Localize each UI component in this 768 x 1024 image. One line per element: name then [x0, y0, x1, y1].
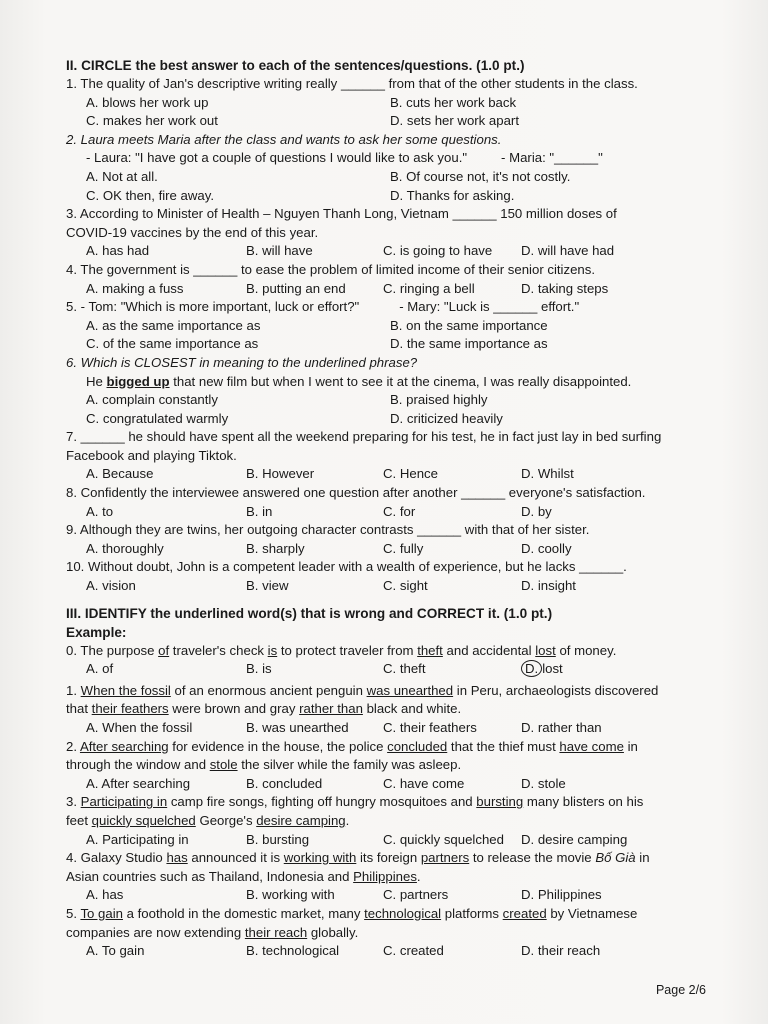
question-2-4-options — [66, 280, 716, 299]
underlined-word: rather than — [299, 701, 363, 717]
question-2-8: 8. Confidently the interviewee answered one question after another ______ everyone's satisfaction. — [66, 485, 646, 501]
option-b[interactable]: B. in — [246, 503, 273, 519]
text: in — [623, 738, 638, 754]
question-3-3-line2 — [66, 812, 716, 831]
option-b[interactable]: B. sharply — [246, 540, 305, 556]
section-2-title: II. CIRCLE the best answer to each of the sentences/questions. (1.0 pt.) — [66, 58, 525, 73]
question-3-1-line1 — [66, 682, 716, 701]
question-3-3-line1 — [66, 793, 716, 812]
underlined-word: bursting — [476, 794, 524, 810]
text: in — [635, 850, 650, 866]
question-3-5-options — [66, 942, 716, 961]
option-b[interactable]: B. will have — [246, 243, 313, 259]
question-2-5 — [66, 298, 716, 317]
question-2-3-line1: 3. According to Minister of Health – Nguyen Thanh Long, Vietnam ______ 150 million doses of — [66, 206, 617, 222]
option-b[interactable]: B. cuts her work back — [390, 94, 517, 110]
page-number: Page 2/6 — [655, 983, 706, 997]
option-c[interactable]: C. OK then, fire away. — [86, 187, 215, 203]
question-2-1-options — [66, 94, 716, 131]
option-a[interactable]: A. of — [86, 661, 114, 677]
text: 1. — [66, 682, 81, 698]
question-2-7-line2: Facebook and playing Tiktok. — [66, 447, 237, 463]
option-b[interactable]: B. However — [246, 466, 315, 482]
underlined-word: lost — [535, 642, 556, 658]
underlined-word: stole — [209, 757, 238, 773]
text: 4. Galaxy Studio — [66, 850, 167, 866]
text: that — [66, 701, 92, 717]
option-a[interactable]: A. After searching — [86, 775, 191, 791]
text: 2. — [66, 738, 80, 754]
option-d[interactable]: D. their reach — [521, 943, 601, 959]
option-c[interactable]: C. have come — [383, 775, 465, 791]
question-2-9: 9. Although they are twins, her outgoing character contrasts ______ with that of her sister. — [66, 522, 590, 538]
question-2-3-line2: COVID-19 vaccines by the end of this year. — [66, 224, 319, 240]
question-2-6-options — [66, 391, 716, 428]
option-b[interactable]: B. Of course not, it's not costly. — [390, 168, 571, 184]
question-3-2-line2 — [66, 756, 716, 775]
underlined-word: is — [267, 642, 278, 658]
dialogue-maria: - Maria: "______" — [501, 150, 603, 166]
text: 3. — [66, 794, 81, 810]
question-3-4-line1 — [66, 849, 716, 868]
option-d[interactable]: D. the same importance as — [390, 336, 548, 352]
question-3-2-options — [66, 775, 716, 794]
text: globally. — [307, 924, 359, 940]
underlined-word: have come — [559, 738, 624, 754]
option-d[interactable]: D. taking steps — [521, 280, 609, 296]
underlined-word: was unearthed — [366, 682, 454, 698]
question-2-7-line1: 7. ______ he should have spent all the weekend preparing for his test, he in fact just lay in bed surfing — [66, 429, 662, 445]
option-d[interactable]: D. Thanks for asking. — [390, 187, 515, 203]
option-a[interactable]: A. blows her work up — [86, 94, 209, 110]
option-a[interactable]: A. has — [86, 887, 124, 903]
option-c[interactable]: C. is going to have — [383, 243, 493, 259]
underlined-word: When the fossil — [80, 682, 171, 698]
option-a[interactable]: A. Not at all. — [86, 168, 158, 184]
question-3-2-line1 — [66, 738, 716, 757]
underlined-word: technological — [364, 905, 442, 921]
option-b[interactable]: B. bursting — [246, 831, 310, 847]
option-c[interactable]: C. Hence — [383, 466, 438, 482]
underlined-word: theft — [417, 642, 443, 658]
underlined-word: their reach — [244, 924, 308, 940]
text: to release the movie — [469, 850, 596, 866]
option-c[interactable]: C. fully — [383, 540, 424, 556]
option-d[interactable]: D. desire camping — [521, 831, 628, 847]
option-b[interactable]: B. putting an end — [246, 280, 346, 296]
option-c[interactable]: C. of the same importance as — [86, 336, 259, 352]
text: . — [345, 812, 350, 828]
option-b[interactable]: B. working with — [246, 887, 335, 903]
option-a[interactable]: A. When the fossil — [86, 720, 193, 735]
question-2-2-dialogue — [66, 149, 716, 168]
section-3-title: III. IDENTIFY the underlined word(s) that is wrong and CORRECT it. (1.0 pt.) — [66, 605, 553, 621]
option-a[interactable]: A. complain constantly — [86, 392, 218, 408]
text: George's — [195, 812, 257, 828]
text: were brown and gray — [168, 701, 300, 717]
option-b[interactable]: B. on the same importance — [390, 317, 548, 333]
option-c[interactable]: C. quickly squelched — [383, 831, 504, 847]
underlined-word: partners — [420, 850, 470, 866]
question-2-5-options — [66, 317, 716, 354]
option-a[interactable]: A. thoroughly — [86, 540, 164, 556]
option-c[interactable]: C. for — [383, 503, 416, 519]
option-d[interactable]: D. stole — [521, 775, 566, 791]
underlined-word: Participating in — [80, 794, 168, 810]
question-2-8-options — [66, 503, 716, 522]
text: that the thief must — [447, 738, 560, 754]
question-2-3-options — [66, 242, 716, 261]
example-label: Example: — [66, 624, 127, 640]
text: . — [416, 868, 421, 884]
text: many blisters on his — [523, 794, 644, 810]
example-options — [66, 660, 716, 679]
text: of money. — [555, 642, 617, 658]
option-d[interactable]: D. Philippines — [521, 887, 602, 903]
text: traveler's check — [169, 642, 268, 658]
option-a[interactable]: A. making a fuss — [86, 280, 184, 296]
option-d[interactable]: D. by — [521, 503, 552, 519]
text: black and white. — [362, 701, 462, 717]
text: Asian countries such as Thailand, Indonesia and — [66, 868, 354, 884]
text: the silver while the family was asleep. — [237, 757, 462, 773]
option-d[interactable]: D. sets her work apart — [390, 113, 519, 129]
question-3-4-line2 — [66, 868, 716, 887]
option-c[interactable]: C. congratulated warmly — [86, 410, 229, 426]
question-2-4: 4. The government is ______ to ease the problem of limited income of their senior citizens. — [66, 261, 596, 277]
option-a[interactable]: A. as the same importance as — [86, 317, 261, 333]
underlined-word: created — [502, 905, 547, 921]
text: announced it is — [187, 850, 284, 866]
option-a[interactable]: A. Because — [86, 466, 154, 482]
question-2-1: 1. The quality of Jan's descriptive writing really ______ from that of the other students in the class. — [66, 76, 638, 91]
question-2-6: 6. Which is CLOSEST in meaning to the underlined phrase? — [66, 354, 418, 370]
question-2-6-sentence — [66, 373, 716, 392]
option-b[interactable]: B. concluded — [246, 775, 323, 791]
option-c[interactable]: C. created — [383, 943, 444, 959]
page-content — [66, 56, 716, 961]
text: 0. The purpose — [66, 642, 159, 658]
option-text: lost — [542, 661, 563, 677]
option-b[interactable]: B. technological — [246, 943, 340, 959]
option-a[interactable]: A. to — [86, 503, 114, 519]
question-3-5-line2 — [66, 924, 716, 943]
example-sentence — [66, 642, 716, 661]
question-3-5-line1 — [66, 905, 716, 924]
text: through the window and — [66, 757, 210, 773]
option-a[interactable]: A. To gain — [86, 943, 145, 959]
option-c[interactable]: C. makes her work out — [86, 113, 218, 129]
option-a[interactable]: A. vision — [86, 578, 136, 594]
movie-title: Bố Già — [595, 850, 636, 866]
underlined-word: desire camping — [256, 812, 346, 828]
underlined-phrase: bigged up — [106, 373, 170, 389]
option-c[interactable]: C. theft — [383, 661, 426, 677]
question-2-10-options — [66, 577, 716, 596]
option-a[interactable]: A. Participating in — [86, 831, 189, 847]
underlined-word: After searching — [79, 738, 169, 754]
dialogue-tom: 5. - Tom: "Which is more important, luck or effort?" — [66, 299, 360, 315]
underlined-word: To gain — [80, 905, 123, 921]
text: to protect traveler from — [277, 642, 418, 658]
option-d[interactable]: D. insight — [521, 578, 576, 594]
question-2-2-options — [66, 168, 716, 205]
option-d[interactable]: D. Whilst — [521, 466, 574, 482]
text: its foreign — [356, 850, 421, 866]
circled-answer-mark: D. — [521, 660, 542, 677]
option-d[interactable]: D. criticized heavily — [390, 410, 503, 426]
underlined-word: quickly squelched — [91, 812, 196, 828]
text: companies are now extending — [66, 924, 245, 940]
dialogue-laura: - Laura: "I have got a couple of questions I would like to ask you." — [86, 150, 468, 166]
question-3-4-options — [66, 886, 716, 905]
text: platforms — [441, 905, 503, 921]
text: by Vietnamese — [546, 905, 638, 921]
question-2-10: 10. Without doubt, John is a competent leader with a wealth of experience, but he lacks ______. — [66, 559, 627, 575]
option-a[interactable]: A. has had — [86, 243, 150, 259]
text: and accidental — [442, 642, 536, 658]
question-3-1-options — [66, 719, 716, 738]
option-d[interactable] — [521, 660, 681, 679]
underlined-word: concluded — [387, 738, 448, 754]
underlined-word: Philippines — [353, 868, 417, 884]
option-c[interactable]: C. their feathers — [383, 720, 477, 735]
option-b[interactable]: B. was unearthed — [246, 720, 349, 735]
text: of an enormous ancient penguin — [170, 682, 367, 698]
text: a foothold in the domestic market, many — [122, 905, 365, 921]
question-3-1-line2 — [66, 700, 716, 719]
sentence-text: that new film but when I went to see it at the cinema, I was really disappointed. — [169, 373, 632, 389]
option-d[interactable]: D. rather than — [521, 720, 602, 735]
text: in Peru, archaeologists discovered — [453, 682, 659, 698]
text: 5. — [66, 905, 81, 921]
question-2-2: 2. Laura meets Maria after the class and wants to ask her some questions. — [66, 131, 502, 147]
option-b[interactable]: B. is — [246, 661, 272, 677]
text: feet — [66, 812, 92, 828]
text: camp fire songs, fighting off hungry mosquitoes and — [167, 794, 477, 810]
option-c[interactable]: C. ringing a bell — [383, 280, 475, 296]
underlined-word: their feathers — [91, 701, 169, 717]
sentence-text: He — [86, 373, 107, 389]
option-b[interactable]: B. view — [246, 578, 289, 594]
underlined-word: of — [158, 642, 170, 658]
text: for evidence in the house, the police — [168, 738, 388, 754]
question-2-7-options — [66, 465, 716, 484]
underlined-word: has — [166, 850, 188, 866]
option-b[interactable]: B. praised highly — [390, 392, 488, 408]
question-2-9-options — [66, 540, 716, 559]
option-c[interactable]: C. sight — [383, 578, 428, 594]
option-c[interactable]: C. partners — [383, 887, 449, 903]
option-d[interactable]: D. will have had — [521, 243, 615, 259]
underlined-word: working with — [283, 850, 357, 866]
dialogue-mary: - Mary: "Luck is ______ effort." — [399, 299, 580, 315]
option-d[interactable]: D. coolly — [521, 540, 572, 556]
question-3-3-options — [66, 831, 716, 850]
